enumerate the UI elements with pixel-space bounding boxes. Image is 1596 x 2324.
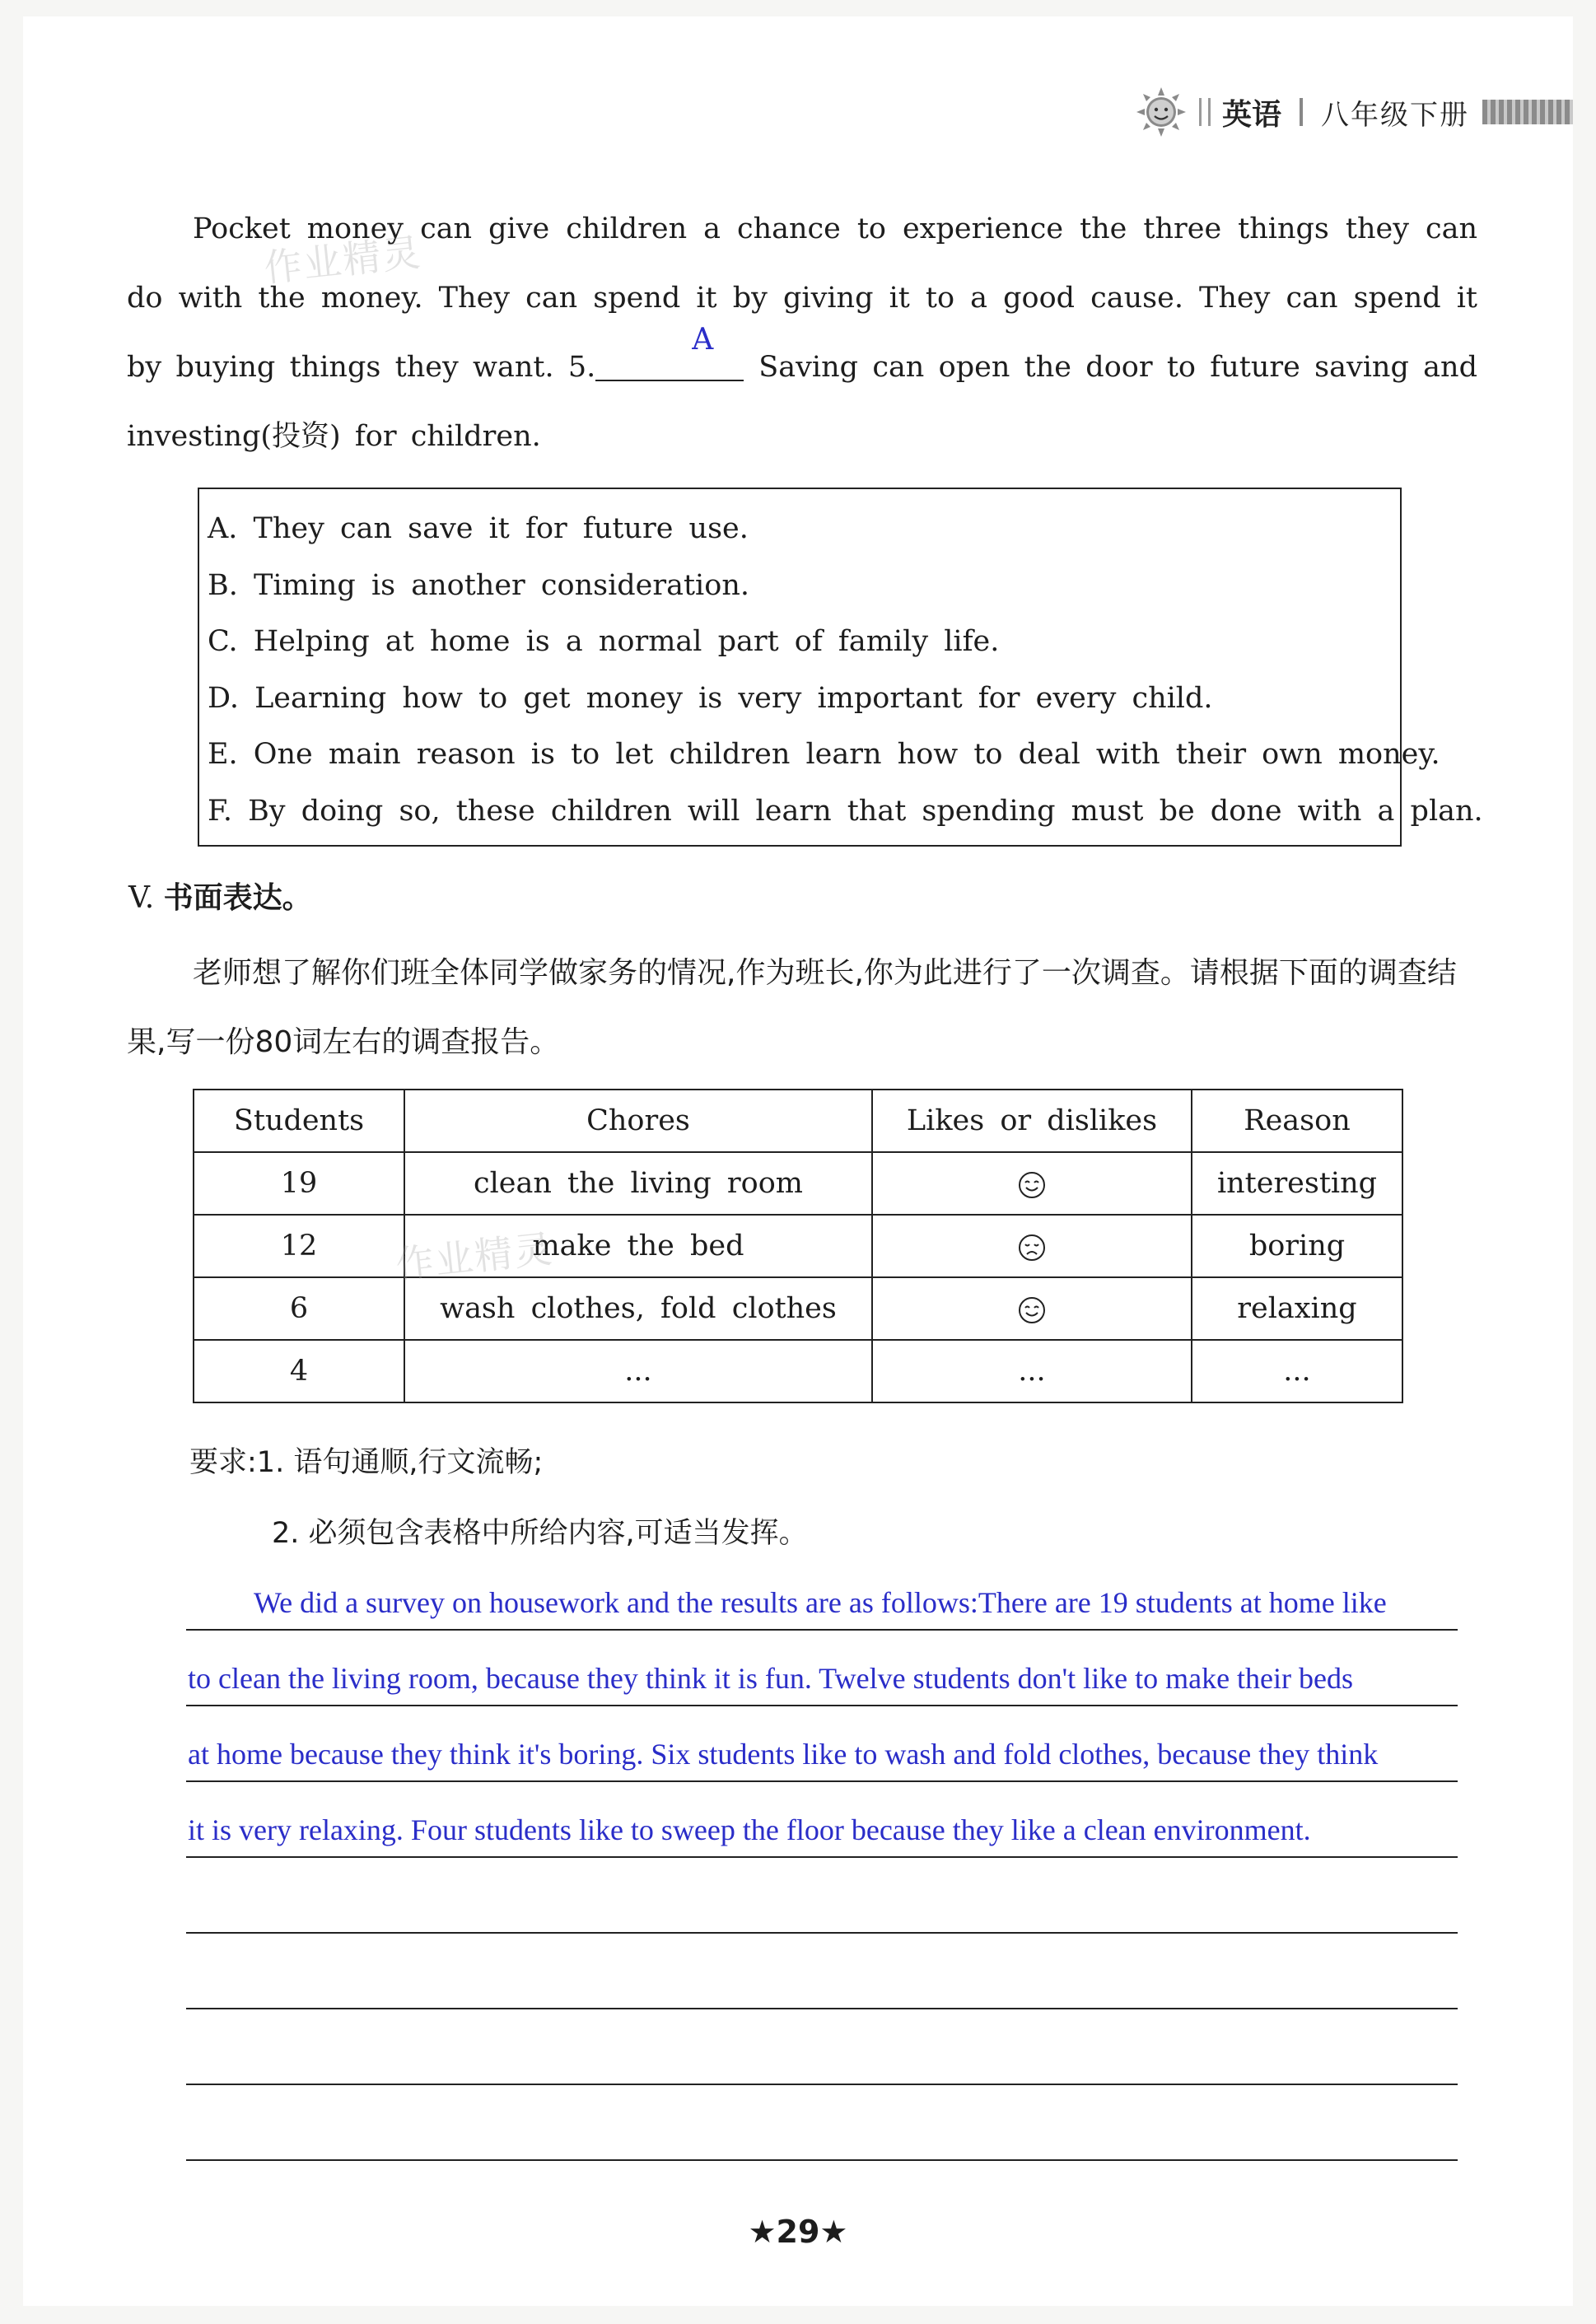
table-row <box>194 1152 1402 1215</box>
header-students: Students <box>194 1090 404 1152</box>
sun-logo-icon <box>1135 86 1188 138</box>
subject-label: 英语 <box>1221 97 1281 132</box>
option-d: D. Learning how to get money is very important for every child. <box>208 681 1213 715</box>
option-c: C. Helping at home is a normal part of family life. <box>208 625 1000 658</box>
header-reason: Reason <box>1192 1090 1402 1152</box>
answer-line: to clean the living room, because they think it is fun. Twelve students don't like to make their beds <box>188 1662 1354 1695</box>
header-divider <box>1199 98 1211 126</box>
requirements-label: 要求: <box>189 1446 257 1479</box>
smiley-face-icon <box>1018 1171 1046 1199</box>
cell-mood <box>872 1215 1192 1277</box>
cell-students: 4 <box>194 1340 404 1402</box>
options-box <box>198 488 1483 847</box>
cell-chores: clean the living room <box>404 1152 872 1215</box>
table-row <box>194 1215 1402 1277</box>
requirement-item: 1. 语句通顺,行文流畅; <box>256 1446 544 1479</box>
answer-blank-5 <box>595 323 744 381</box>
cell-reason: interesting <box>1192 1152 1402 1215</box>
requirement-2 <box>272 1510 808 1552</box>
cell-chores: ... <box>404 1340 872 1402</box>
page-number: ★29★ <box>748 2214 848 2250</box>
writing-line <box>186 2159 1458 2161</box>
option-e: E. One main reason is to let children learn how to deal with their own money. <box>208 738 1440 771</box>
option-b: B. Timing is another consideration. <box>208 568 749 602</box>
answer-line: at home because they think it's boring. Six students like to wash and fold clothes, because they think <box>188 1738 1379 1771</box>
survey-table <box>193 1089 1403 1403</box>
header-likes: Likes or dislikes <box>872 1090 1192 1152</box>
writing-line <box>186 2008 1458 2009</box>
grade-label: 八年级下册 <box>1321 98 1469 132</box>
section-title: 书面表达。 <box>163 881 312 915</box>
watermark: 作业精灵 <box>262 230 424 291</box>
table-row <box>194 1277 1402 1340</box>
watermark: 作业精灵 <box>394 1226 556 1287</box>
requirement-1 <box>189 1440 543 1481</box>
cell-chores: wash clothes, fold clothes <box>404 1277 872 1340</box>
blank-answer: A <box>692 323 714 357</box>
header-decoration-bar <box>1482 100 1573 124</box>
cell-mood: ... <box>872 1340 1192 1402</box>
option-a: A. They can save it for future use. <box>208 512 749 545</box>
section-heading <box>128 875 312 917</box>
table-header-row <box>194 1090 1402 1152</box>
cell-students: 19 <box>194 1152 404 1215</box>
smiley-face-icon <box>1018 1296 1046 1324</box>
section-instruction <box>127 939 1494 1077</box>
essay-answer <box>188 1565 1497 1868</box>
cell-reason: ... <box>1192 1340 1402 1402</box>
sad-face-icon <box>1018 1234 1046 1262</box>
cell-reason: boring <box>1192 1215 1402 1277</box>
section-number: V. <box>128 881 155 915</box>
requirement-item: 2. 必须包含表格中所给内容,可适当发挥。 <box>272 1517 808 1550</box>
page-header <box>1135 81 1573 143</box>
cell-mood <box>872 1152 1192 1215</box>
passage-text-before: Pocket money can give children a chance to experience the three things they can do with the money. They can spend it by giving it to a good cause. They can spend it by buying things they want. 5. <box>127 212 1477 384</box>
cell-chores: make the bed <box>404 1215 872 1277</box>
table-row <box>194 1340 1402 1402</box>
option-f: F. By doing so, these children will learn that spending must be done with a plan. <box>208 794 1483 828</box>
answer-line: We did a survey on housework and the results are as follows:There are 19 students at home like <box>254 1586 1387 1619</box>
cell-reason: relaxing <box>1192 1277 1402 1340</box>
instruction-text: 老师想了解你们班全体同学做家务的情况,作为班长,你为此进行了一次调查。请根据下面的调查结果,写一份80词左右的调查报告。 <box>127 956 1457 1059</box>
writing-line <box>186 1932 1458 1934</box>
cell-mood <box>872 1277 1192 1340</box>
passage-text-after: Saving can open the door to future saving and investing(投资) for children. <box>127 351 1477 453</box>
cell-students: 12 <box>194 1215 404 1277</box>
header-chores: Chores <box>404 1090 872 1152</box>
writing-line <box>186 2084 1458 2085</box>
answer-line: it is very relaxing. Four students like to sweep the floor because they like a clean environment. <box>188 1813 1311 1846</box>
cell-students: 6 <box>194 1277 404 1340</box>
header-separator <box>1300 98 1303 126</box>
